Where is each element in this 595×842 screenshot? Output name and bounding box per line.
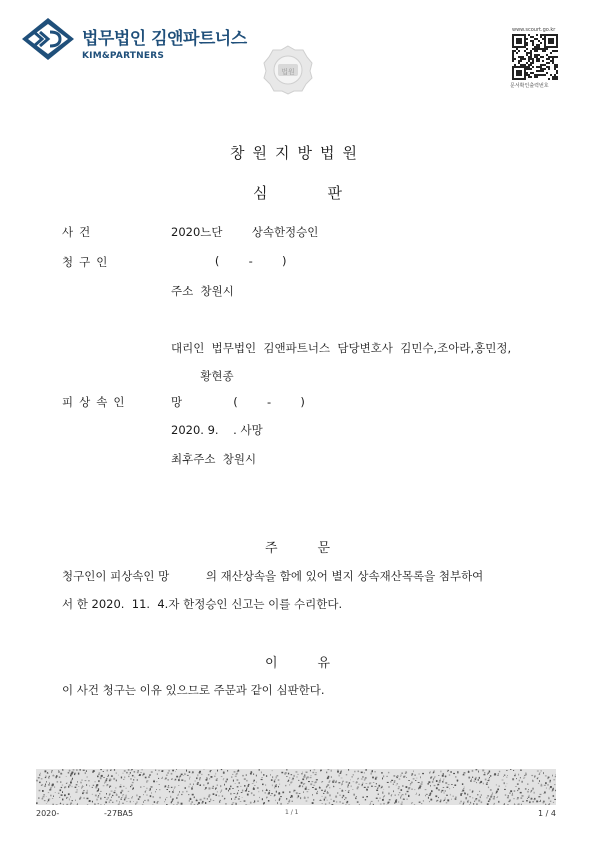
doc-id-left: 2020- xyxy=(36,809,60,818)
order-heading-char: 주 xyxy=(264,541,278,556)
doc-id-right: -27BA5 xyxy=(104,809,134,818)
reason-heading-char: 이 xyxy=(264,656,278,671)
security-pattern-band xyxy=(36,769,556,805)
court-name: 창원지방법원 xyxy=(230,144,365,162)
document-title-char: 판 xyxy=(327,184,342,202)
decedent-value: 망 ( - ) xyxy=(171,395,305,409)
decedent-last-address: 최후주소 창원시 xyxy=(171,452,257,466)
footer-center-text: 1 / 1 xyxy=(285,809,299,816)
firm-logo-icon xyxy=(20,16,76,62)
order-heading-char: 문 xyxy=(317,541,331,556)
reason-heading-char: 유 xyxy=(317,656,331,671)
case-label: 사건 xyxy=(62,225,97,239)
qr-caption: 문서확인출력번호 xyxy=(510,83,549,89)
document-title-char: 심 xyxy=(253,184,268,202)
firm-logo-text xyxy=(82,24,247,61)
firm-name-korean: 법무법인 김앤파트너스 xyxy=(82,29,247,49)
order-text-line: 청구인이 피상속인 망 의 재산상속을 함에 있어 별지 상속재산목록을 첨부하여 xyxy=(62,569,484,583)
claimant-address: 주소 창원시 xyxy=(171,284,234,298)
reason-heading xyxy=(0,652,595,671)
reason-text-line: 이 사건 청구는 이유 있으므로 주문과 같이 심판한다. xyxy=(62,683,325,697)
decedent-label: 피상속인 xyxy=(62,395,131,409)
qr-code-icon xyxy=(512,34,558,80)
case-value: 2020느단 상속한정승인 xyxy=(171,225,319,239)
claimant-label: 청구인 xyxy=(62,255,114,269)
attorney-line: 대리인 법무법인 김앤파트너스 담당변호사 김민수,조아라,홍민정, xyxy=(171,341,512,355)
court-seal-icon xyxy=(262,44,314,96)
claimant-value: ( - ) xyxy=(171,254,287,268)
attorney-line-cont: 황현종 xyxy=(171,369,234,383)
firm-name-english: KIM&PARTNERS xyxy=(82,51,165,61)
document-title xyxy=(0,182,595,203)
qr-url-text: www.scourt.go.kr xyxy=(512,27,556,33)
seal-text: 법원 xyxy=(281,68,295,76)
order-text-line: 서 한 2020. 11. 4.자 한정승인 신고는 이를 수리한다. xyxy=(62,597,343,611)
order-heading xyxy=(0,537,595,556)
decedent-death-date: 2020. 9. . 사망 xyxy=(171,423,263,437)
page-number: 1 / 4 xyxy=(538,809,556,818)
